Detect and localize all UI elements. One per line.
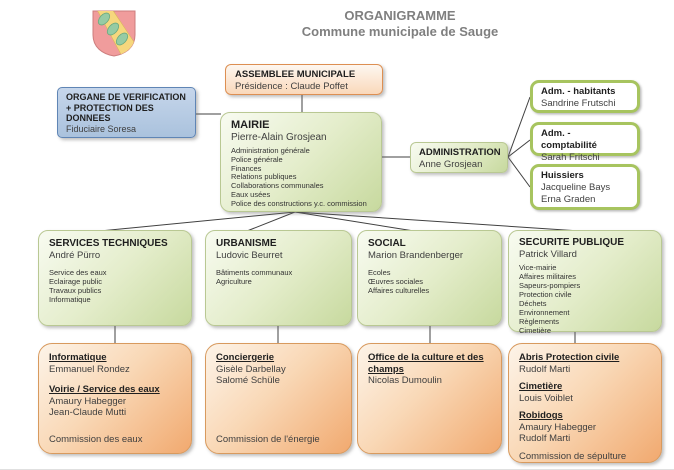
service-person: Salomé Schüle (216, 375, 280, 386)
dept-task: Bâtiments communaux (216, 268, 293, 277)
dept-title: SOCIAL (368, 238, 406, 249)
dept-task-list (368, 268, 491, 295)
organe-name: Fiduciaire Soresa (66, 123, 137, 134)
node-abris-cimetiere-robidogs (508, 343, 662, 463)
dept-task: Règlements (519, 317, 560, 326)
dept-task: Eclairage public (49, 277, 102, 286)
dept-title: SERVICES TECHNIQUES (49, 238, 168, 249)
huissiers-name: Jacqueline Bays (541, 182, 611, 193)
dept-task: Vice-mairie (519, 263, 557, 272)
service-person: Rudolf Marti (519, 363, 571, 375)
dept-head: André Pürro (49, 250, 101, 261)
administration-head: Anne Grosjean (419, 159, 483, 170)
service-section (519, 410, 651, 445)
service-section (49, 384, 181, 419)
mairie-task: Police générale (231, 154, 283, 164)
adm-habitants-name: Sandrine Frutschi (541, 98, 616, 109)
mairie-task: Eaux usées (231, 189, 271, 199)
dept-task: Déchets (519, 299, 547, 308)
organe-title: ORGANE DE VERIFICATION + PROTECTION DES DONNEES (66, 92, 186, 123)
page-title-line2: Commune municipale de Sauge (301, 24, 499, 39)
service-section-title: Office de la culture et des champs (368, 352, 484, 375)
service-section (519, 352, 651, 375)
dept-task: Sapeurs-pompiers (519, 281, 581, 290)
dept-task-list (49, 268, 181, 304)
service-section-title: Robidogs (519, 410, 563, 421)
service-person: Gisèle Darbellay (216, 363, 286, 375)
assemblee-title: ASSEMBLEE MUNICIPALE (235, 69, 356, 80)
node-mairie (220, 112, 382, 212)
dept-task: Affaires militaires (519, 272, 576, 281)
node-organe-de-verification (57, 87, 196, 138)
dept-task: Agriculture (216, 277, 252, 286)
node-assemblee-municipale (225, 64, 383, 95)
dept-task: Informatique (49, 295, 91, 304)
dept-task: Affaires culturelles (368, 286, 430, 295)
service-section (49, 352, 181, 375)
administration-title: ADMINISTRATION (419, 147, 501, 158)
service-section-title: Voirie / Service des eaux (49, 384, 160, 395)
dept-title: SECURITE PUBLIQUE (519, 237, 625, 248)
page-title (210, 8, 590, 40)
dept-task-list (216, 268, 341, 286)
node-urbanisme (205, 230, 352, 326)
dept-task: Environnement (519, 308, 570, 317)
mairie-task: Relations publiques (231, 172, 297, 182)
commission-label: Commission des eaux (49, 433, 143, 445)
dept-head: Marion Brandenberger (368, 250, 464, 261)
dept-task-list (519, 263, 651, 335)
mairie-task: Administration générale (231, 146, 310, 155)
mairie-task-list (231, 147, 371, 209)
service-person: Nicolas Dumoulin (368, 375, 442, 386)
service-section-title: Abris Protection civile (519, 352, 620, 363)
service-person: Amaury Habegger (49, 395, 127, 407)
adm-habitants-title: Adm. - habitants (541, 86, 616, 97)
mairie-title: MAIRIE (231, 119, 270, 131)
dept-task: Ecoles (368, 268, 391, 277)
service-section (368, 352, 491, 387)
dept-head: Ludovic Beurret (216, 250, 283, 261)
service-section-title: Informatique (49, 352, 107, 363)
dept-task: Cimetière (519, 326, 552, 335)
mairie-task: Police des constructions y.c. commission (231, 198, 367, 208)
adm-comptabilite-name: Sarah Fritschi (541, 152, 600, 163)
node-adm-comptabilite (530, 122, 640, 163)
service-section-title: Cimetière (519, 381, 563, 392)
service-person: Amaury Habegger (519, 421, 597, 433)
dept-head: Patrick Villard (519, 249, 577, 260)
dept-task: Œuvres sociales (368, 277, 424, 286)
mairie-task: Collaborations communales (231, 181, 324, 191)
node-services-techniques (38, 230, 192, 326)
dept-task: Protection civile (519, 290, 572, 299)
service-person: Jean-Claude Mutti (49, 407, 127, 418)
node-huissiers (530, 164, 640, 210)
node-administration (410, 142, 508, 173)
sauge-coat-of-arms-icon (88, 8, 140, 58)
service-section (519, 381, 651, 404)
mairie-head: Pierre-Alain Grosjean (231, 132, 327, 143)
huissiers-title: Huissiers (541, 170, 584, 181)
commission-label: Commission de l'énergie (216, 433, 320, 445)
node-conciergerie (205, 343, 352, 454)
service-section-title: Conciergerie (216, 352, 275, 363)
adm-comptabilite-title: Adm. - comptabilité (541, 128, 597, 151)
assemblee-subtitle: Présidence : Claude Poffet (235, 81, 348, 92)
dept-title: URBANISME (216, 238, 277, 249)
page-title-line1: ORGANIGRAMME (344, 8, 456, 23)
service-person: Emmanuel Rondez (49, 363, 130, 375)
mairie-task: Finances (231, 163, 262, 173)
node-securite-publique (508, 230, 662, 335)
service-person: Louis Voiblet (519, 392, 573, 404)
node-social (357, 230, 502, 326)
node-adm-habitants (530, 80, 640, 113)
node-informatique-voirie (38, 343, 192, 454)
dept-task: Travaux publics (49, 286, 102, 295)
service-person: Rudolf Marti (519, 433, 571, 444)
service-section (216, 352, 341, 387)
commission-label: Commission de sépulture (519, 450, 627, 462)
huissiers-name: Erna Graden (541, 194, 596, 205)
dept-task: Service des eaux (49, 268, 107, 277)
node-office-culture (357, 343, 502, 454)
